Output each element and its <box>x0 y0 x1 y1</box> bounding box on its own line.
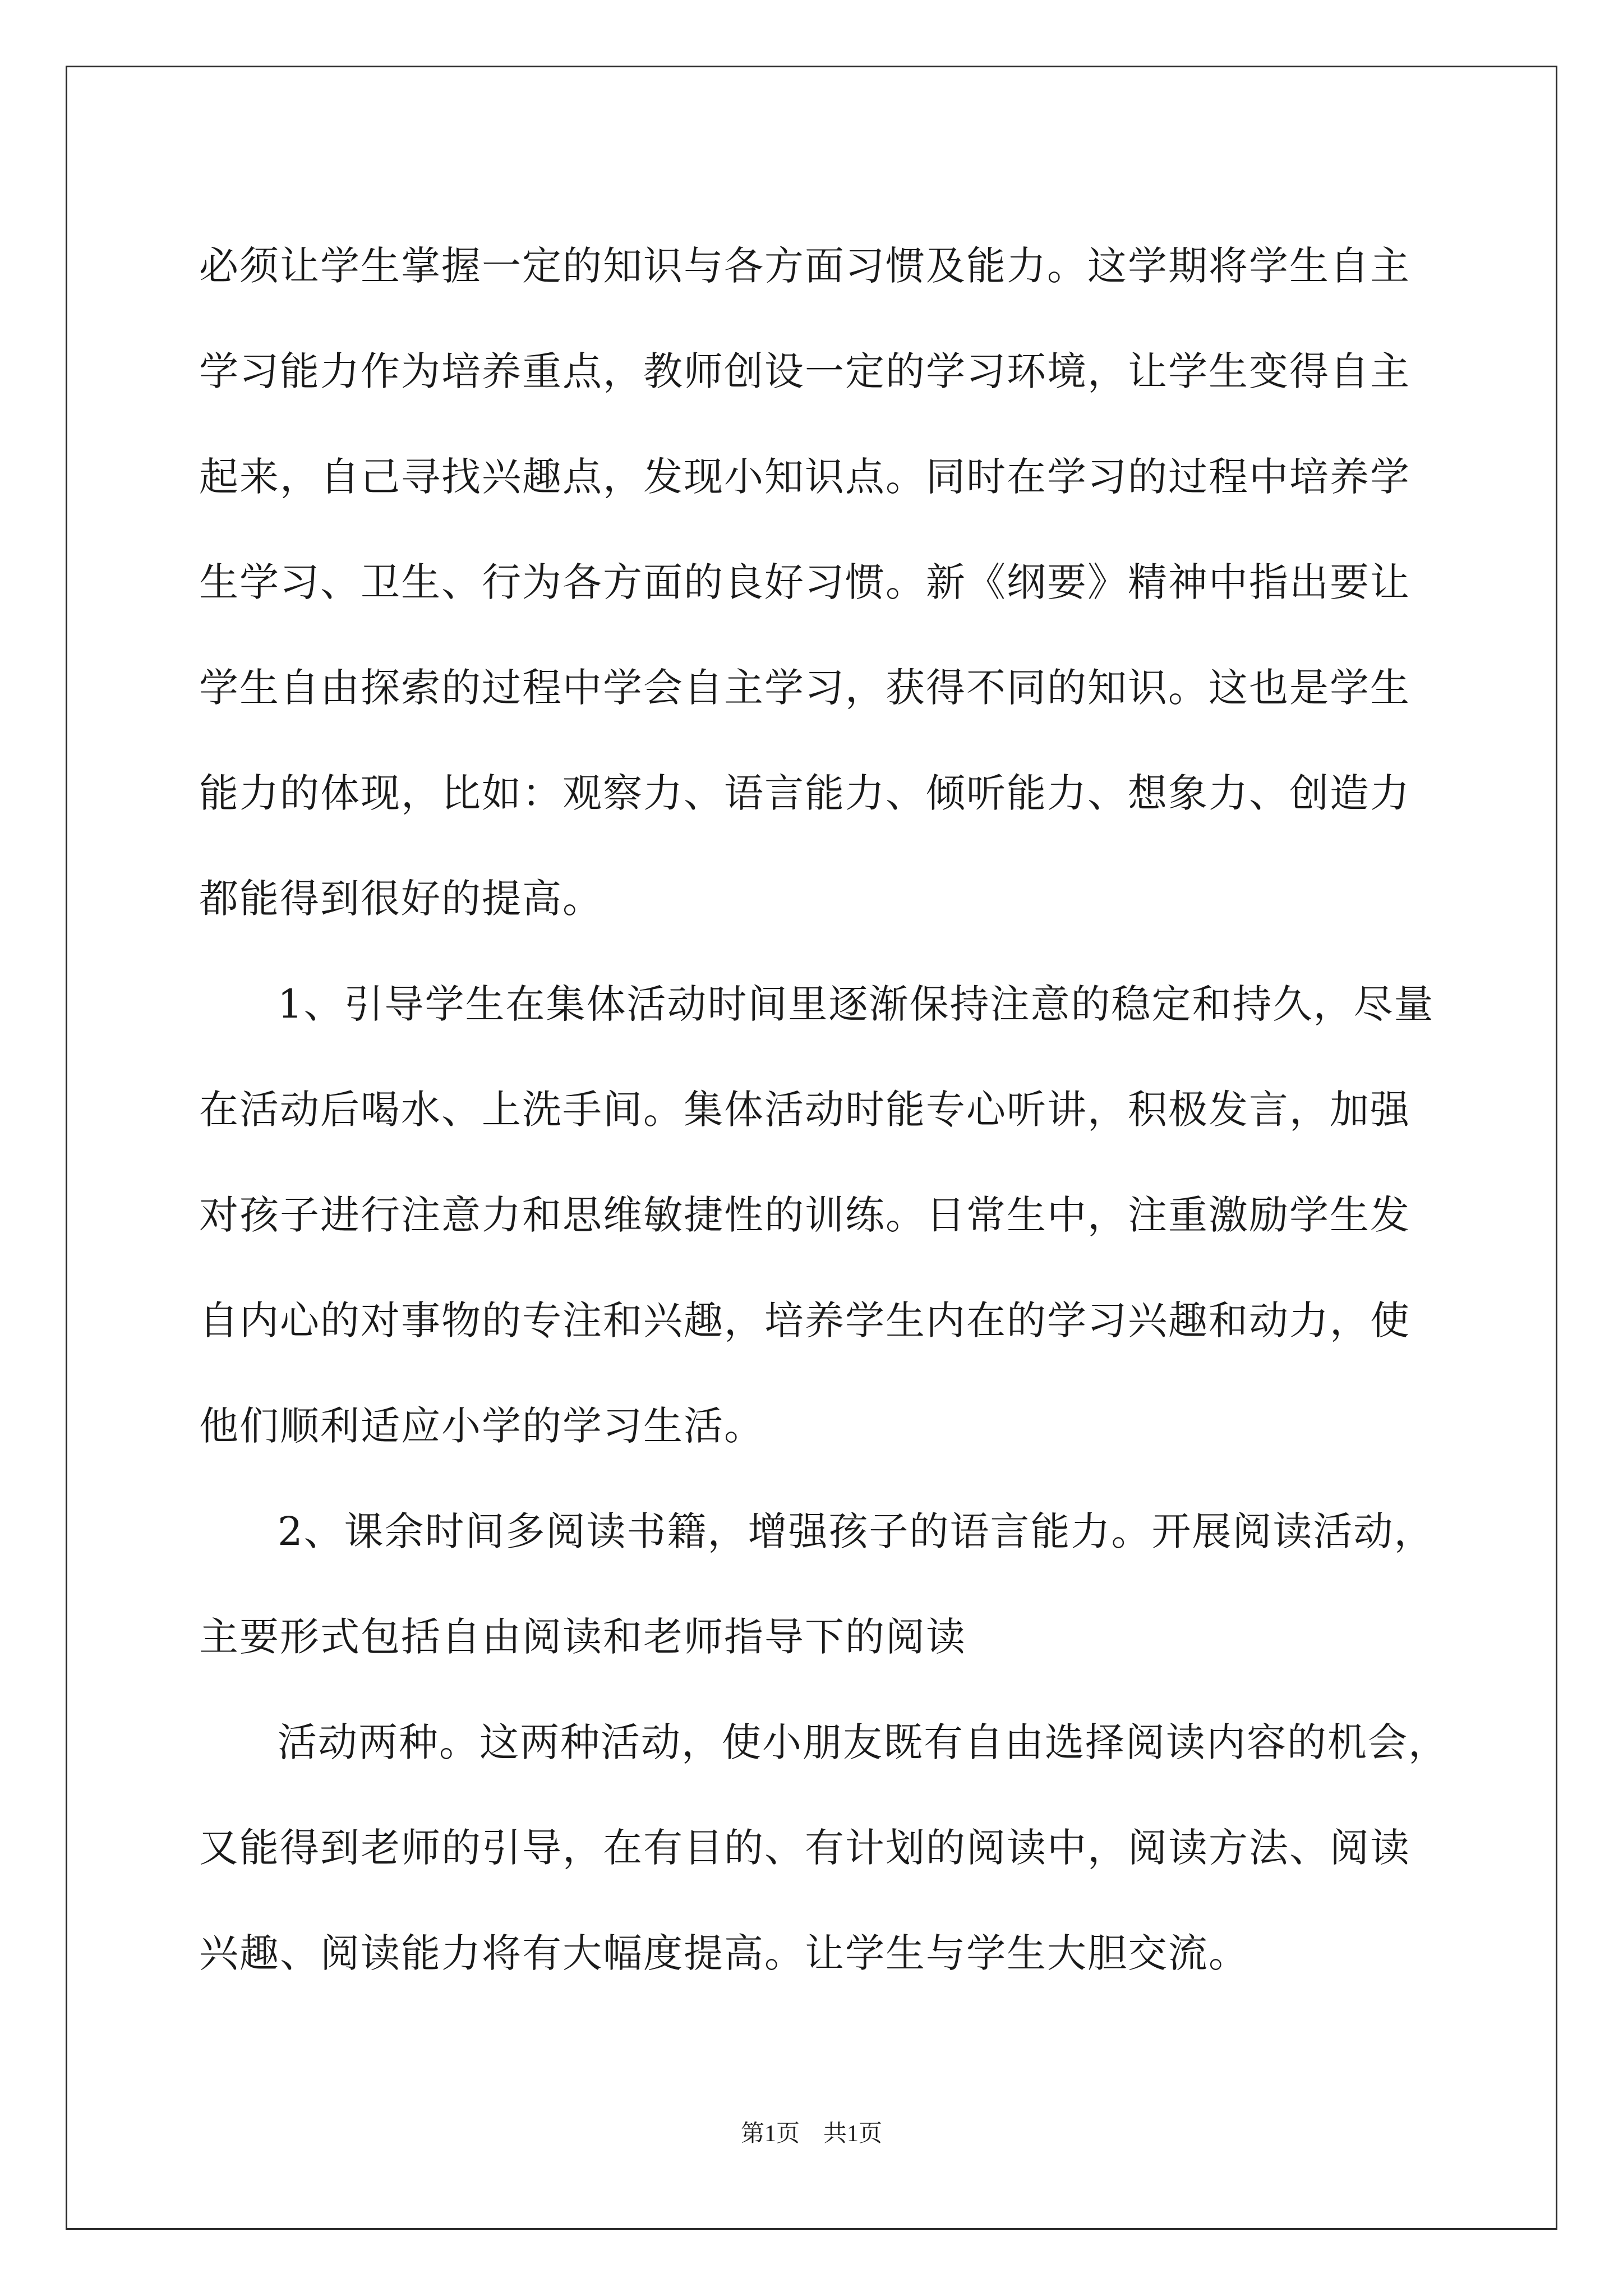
text-line: 他们顺利适应小学的学习生活。 <box>199 1403 764 1449</box>
text-line: 又能得到老师的引导，在有目的、有计划的阅读中，阅读方法、阅读 <box>199 1825 1410 1871</box>
text-line: 学习能力作为培养重点，教师创设一定的学习环境，让学生变得自主 <box>199 348 1410 394</box>
text-line: 1、引导学生在集体活动时间里逐渐保持注意的稳定和持久，尽量 <box>278 981 1435 1027</box>
text-line: 兴趣、阅读能力将有大幅度提高。让学生与学生大胆交流。 <box>199 1930 1249 1976</box>
text-line: 必须让学生掌握一定的知识与各方面习惯及能力。这学期将学生自主 <box>199 243 1410 289</box>
text-line: 2、课余时间多阅读书籍，增强孩子的语言能力。开展阅读活动， <box>278 1508 1435 1554</box>
text-line: 在活动后喝水、上洗手间。集体活动时能专心听讲，积极发言，加强 <box>199 1087 1410 1133</box>
text-line: 学生自由探索的过程中学会自主学习，获得不同的知识。这也是学生 <box>199 665 1410 711</box>
document-body <box>199 213 1449 2006</box>
text-line: 都能得到很好的提高。 <box>199 876 603 922</box>
text-line: 自内心的对事物的专注和兴趣，培养学生内在的学习兴趣和动力，使 <box>199 1297 1410 1343</box>
page-footer: 第1页 共1页 <box>740 2121 882 2147</box>
text-line: 起来，自己寻找兴趣点，发现小知识点。同时在学习的过程中培养学 <box>199 454 1410 500</box>
text-line: 主要形式包括自由阅读和老师指导下的阅读 <box>199 1614 966 1660</box>
text-line: 能力的体现，比如：观察力、语言能力、倾听能力、想象力、创造力 <box>199 770 1410 816</box>
text-line: 生学习、卫生、行为各方面的良好习惯。新《纲要》精神中指出要让 <box>199 559 1410 605</box>
text-line: 活动两种。这两种活动，使小朋友既有自由选择阅读内容的机会， <box>278 1719 1449 1765</box>
text-line: 对孩子进行注意力和思维敏捷性的训练。日常生中，注重激励学生发 <box>199 1192 1410 1238</box>
